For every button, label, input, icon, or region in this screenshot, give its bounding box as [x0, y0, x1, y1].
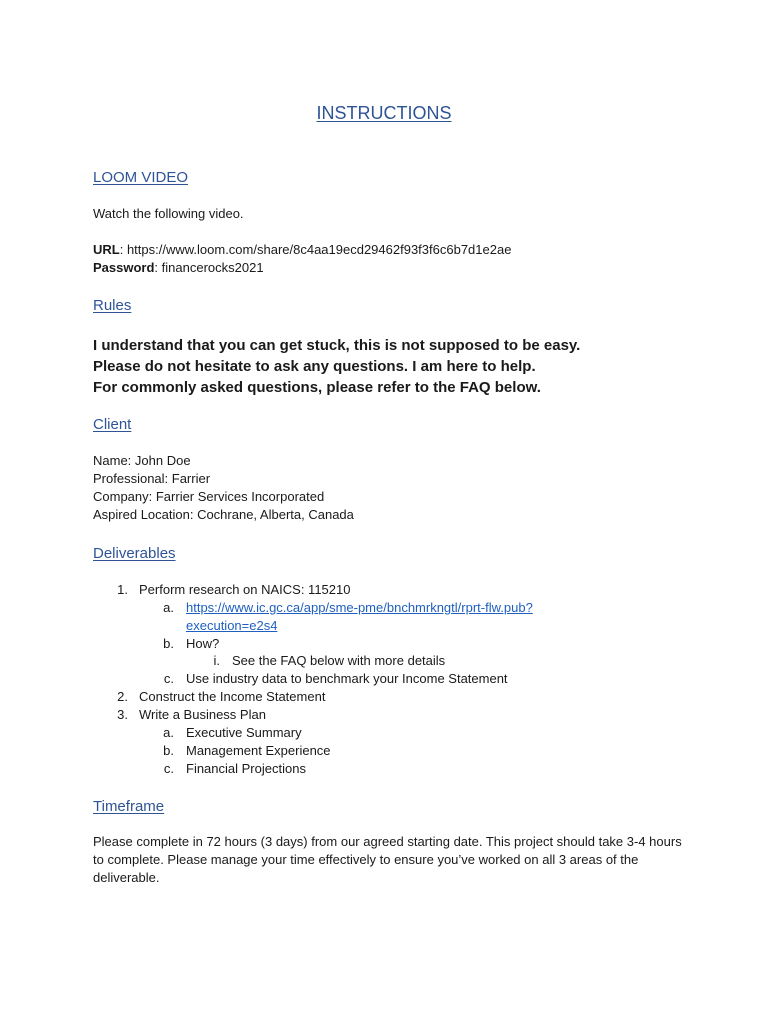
list-item-text: Executive Summary	[186, 725, 302, 740]
client-profession: Professional: Farrier	[93, 471, 211, 486]
deliverables-heading: Deliverables	[93, 545, 176, 562]
list-item-text: How?	[186, 636, 220, 651]
rules-line: Please do not hesitate to ask any questions. I am here to help.	[93, 358, 536, 375]
client-company: Company: Farrier Services Incorporated	[93, 489, 325, 504]
url-value: : https://www.loom.com/share/8c4aa19ecd29462f93f3f6c6b7d1e2ae	[119, 242, 512, 257]
timeframe-text: Please complete in 72 hours (3 days) from our agreed starting date. This project should take 3-4 hours to complete. Please manage your time effectively to ensure you’ve worked on all 3 areas of the deliverable.	[93, 834, 682, 885]
password-value: : financerocks2021	[154, 260, 264, 275]
list-marker: i.	[213, 653, 220, 668]
client-location: Aspired Location: Cochrane, Alberta, Canada	[93, 507, 354, 522]
list-item-text: Perform research on NAICS: 115210	[139, 582, 351, 597]
list-marker: c.	[163, 761, 174, 776]
rules-line: For commonly asked questions, please refer to the FAQ below.	[93, 379, 541, 396]
benchmark-link-continued[interactable]: execution=e2s4	[186, 618, 278, 633]
list-item-text: Write a Business Plan	[139, 707, 266, 722]
list-item-text: Management Experience	[186, 743, 331, 758]
list-item-text: See the FAQ below with more details	[232, 653, 446, 668]
timeframe-heading: Timeframe	[93, 798, 165, 815]
list-marker: b.	[163, 743, 174, 758]
url-line	[93, 241, 511, 259]
password-line	[93, 259, 264, 277]
loom-intro-text: Watch the following video.	[93, 206, 244, 221]
list-item-text: Use industry data to benchmark your Income Statement	[186, 671, 508, 686]
password-label: Password	[93, 260, 155, 275]
list-marker: 2.	[117, 689, 128, 704]
rules-heading: Rules	[93, 297, 132, 314]
list-marker: 1.	[117, 582, 128, 597]
benchmark-link[interactable]: https://www.ic.gc.ca/app/sme-pme/bnchmrkngtl/rprt-flw.pub?	[186, 600, 533, 615]
url-label: URL	[93, 242, 120, 257]
page-title: INSTRUCTIONS	[316, 103, 452, 123]
rules-line: I understand that you can get stuck, this is not supposed to be easy.	[93, 337, 581, 354]
list-marker: a.	[163, 600, 174, 615]
client-heading: Client	[93, 416, 132, 433]
loom-video-heading: LOOM VIDEO	[93, 169, 189, 186]
rules-text	[93, 335, 580, 398]
list-marker: 3.	[117, 707, 128, 722]
list-item-text: Construct the Income Statement	[139, 689, 326, 704]
list-item-text: Financial Projections	[186, 761, 306, 776]
list-marker: a.	[163, 725, 174, 740]
list-marker: c.	[163, 671, 174, 686]
client-name: Name: John Doe	[93, 453, 191, 468]
list-marker: b.	[163, 636, 174, 651]
